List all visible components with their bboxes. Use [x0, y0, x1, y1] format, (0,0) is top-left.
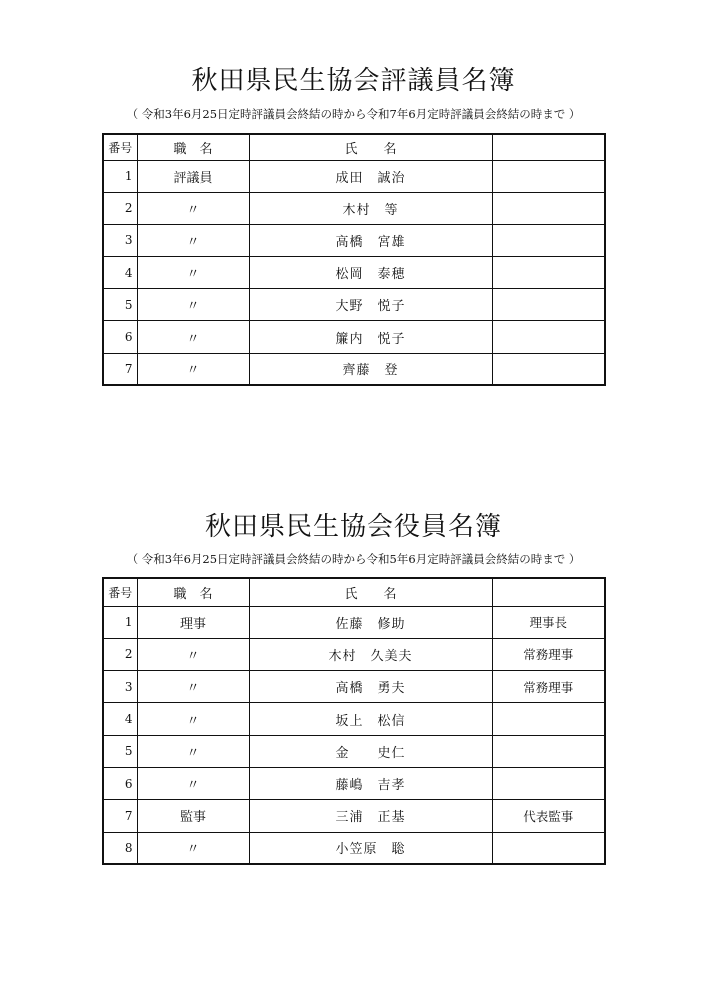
table-row	[103, 321, 605, 353]
column-header-number: 番号	[103, 578, 137, 606]
row-number: 1	[103, 160, 137, 192]
column-header-name: 氏 名	[249, 134, 492, 160]
row-note	[492, 703, 605, 735]
row-number: 6	[103, 321, 137, 353]
officers-title: 秋田県民生協会役員名簿	[204, 512, 502, 542]
column-header-position: 職 名	[137, 134, 249, 160]
row-note: 代表監事	[492, 800, 605, 832]
row-position: 〃	[137, 832, 249, 864]
row-note	[492, 257, 605, 289]
row-number: 3	[103, 224, 137, 256]
row-name: 高橋 宮雄	[249, 224, 492, 256]
row-position: 監事	[137, 800, 249, 832]
row-number: 8	[103, 832, 137, 864]
row-position: 〃	[137, 703, 249, 735]
row-number: 1	[103, 606, 137, 638]
column-header-position: 職 名	[137, 578, 249, 606]
column-header-name: 氏 名	[249, 578, 492, 606]
row-position: 〃	[137, 767, 249, 799]
table-row	[103, 289, 605, 321]
row-name: 木村 等	[249, 192, 492, 224]
row-number: 4	[103, 703, 137, 735]
row-position: 評議員	[137, 160, 249, 192]
row-name: 佐藤 修助	[249, 606, 492, 638]
row-name: 金 史仁	[249, 735, 492, 767]
column-header-number: 番号	[103, 134, 137, 160]
row-position: 〃	[137, 224, 249, 256]
row-note	[492, 160, 605, 192]
table-row	[103, 257, 605, 289]
row-number: 7	[103, 800, 137, 832]
row-name: 成田 誠治	[249, 160, 492, 192]
row-note	[492, 767, 605, 799]
row-note: 常務理事	[492, 638, 605, 670]
row-name: 藤嶋 吉孝	[249, 767, 492, 799]
row-note	[492, 832, 605, 864]
row-name: 坂上 松信	[249, 703, 492, 735]
row-note	[492, 353, 605, 385]
row-note	[492, 224, 605, 256]
officers-term-period: （ 令和3年6月25日定時評議員会終結の時から令和5年6月定時評議員会終結の時まで ）	[126, 552, 581, 566]
table-row	[103, 767, 605, 799]
row-position: 理事	[137, 606, 249, 638]
row-note	[492, 192, 605, 224]
council-term-period: （ 令和3年6月25日定時評議員会終結の時から令和7年6月定時評議員会終結の時まで ）	[126, 107, 581, 121]
row-position: 〃	[137, 192, 249, 224]
row-note	[492, 289, 605, 321]
officers-table	[102, 577, 606, 865]
table-row	[103, 832, 605, 864]
table-row	[103, 160, 605, 192]
table-header-row	[103, 134, 605, 160]
column-header-note	[492, 578, 605, 606]
table-row	[103, 224, 605, 256]
row-name: 大野 悦子	[249, 289, 492, 321]
table-row	[103, 353, 605, 385]
column-header-note	[492, 134, 605, 160]
row-name: 木村 久美夫	[249, 638, 492, 670]
row-position: 〃	[137, 735, 249, 767]
row-number: 4	[103, 257, 137, 289]
table-row	[103, 192, 605, 224]
row-name: 三浦 正基	[249, 800, 492, 832]
table-row	[103, 638, 605, 670]
row-number: 2	[103, 192, 137, 224]
row-note: 常務理事	[492, 671, 605, 703]
row-name: 齊藤 登	[249, 353, 492, 385]
table-row	[103, 800, 605, 832]
table-header-row	[103, 578, 605, 606]
row-name: 高橋 勇夫	[249, 671, 492, 703]
row-position: 〃	[137, 638, 249, 670]
row-position: 〃	[137, 257, 249, 289]
row-name: 松岡 泰穂	[249, 257, 492, 289]
row-note	[492, 735, 605, 767]
row-name: 小笠原 聡	[249, 832, 492, 864]
table-row	[103, 703, 605, 735]
council-title: 秋田県民生協会評議員名簿	[191, 66, 516, 96]
row-position: 〃	[137, 353, 249, 385]
row-position: 〃	[137, 321, 249, 353]
row-number: 2	[103, 638, 137, 670]
row-number: 6	[103, 767, 137, 799]
row-position: 〃	[137, 671, 249, 703]
table-row	[103, 606, 605, 638]
row-number: 7	[103, 353, 137, 385]
row-number: 5	[103, 735, 137, 767]
table-row	[103, 735, 605, 767]
row-position: 〃	[137, 289, 249, 321]
row-number: 5	[103, 289, 137, 321]
row-note	[492, 321, 605, 353]
row-name: 簾内 悦子	[249, 321, 492, 353]
row-number: 3	[103, 671, 137, 703]
table-row	[103, 671, 605, 703]
council-table	[102, 133, 606, 386]
row-note: 理事長	[492, 606, 605, 638]
